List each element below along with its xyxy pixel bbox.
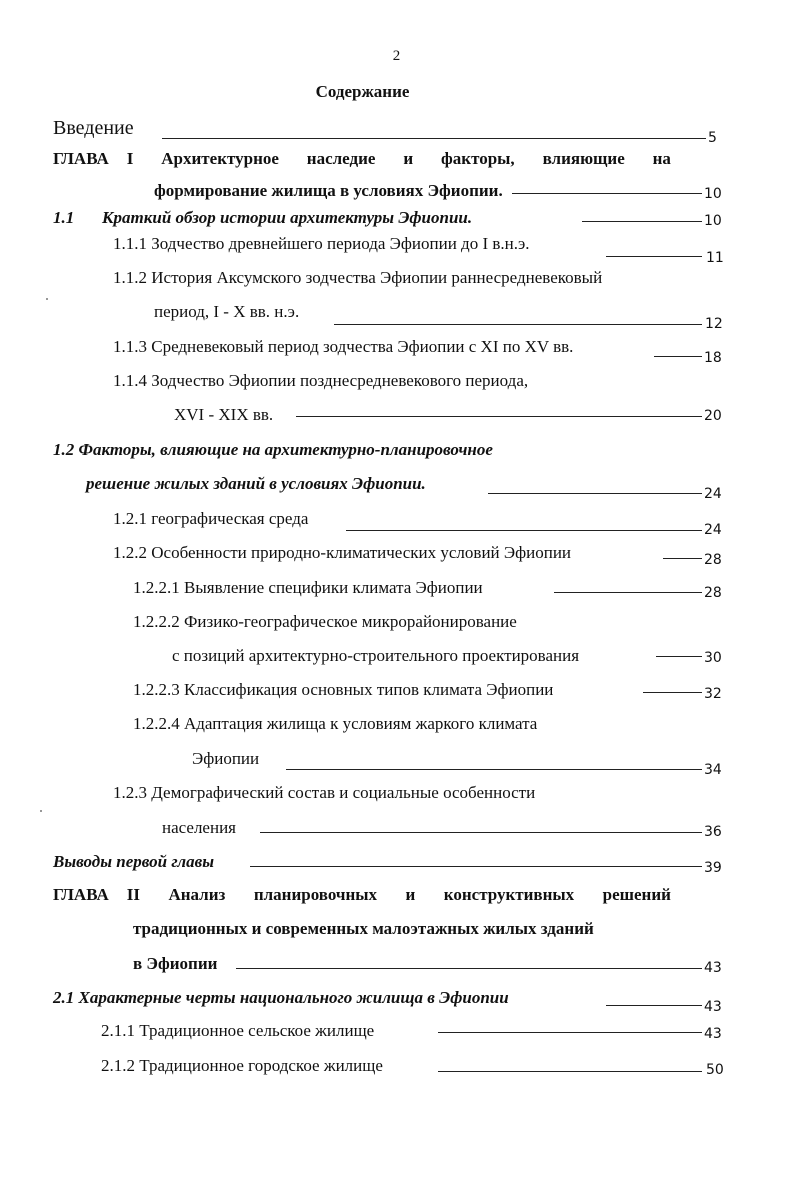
toc-s114-line2: XVI - XIX вв. — [174, 405, 274, 424]
leader-line — [346, 530, 702, 531]
leader-line — [438, 1032, 702, 1033]
toc-s112-page: 12 — [705, 316, 723, 332]
word: решений — [602, 885, 671, 904]
toc-s1223-page: 32 — [704, 686, 722, 702]
toc-s11-label: Краткий обзор истории архитектуры Эфиопии. — [102, 208, 473, 227]
toc-s1222-page: 30 — [704, 650, 722, 666]
toc-ch1-page: 10 — [704, 186, 722, 202]
word: I — [126, 149, 134, 168]
leader-line — [334, 324, 702, 325]
leader-line — [438, 1071, 702, 1072]
toc-s1222-line2: с позиций архитектурно-строительного проектирования — [172, 646, 580, 665]
toc-s111-label: 1.1.1 Зодчество древнейшего периода Эфиопии до I в.н.э. — [113, 234, 530, 253]
leader-line — [162, 138, 706, 139]
toc-ch1-line1 — [53, 148, 671, 170]
toc-s111-page: 11 — [706, 250, 724, 266]
toc-s1223-label: 1.2.2.3 Классификация основных типов климата Эфиопии — [133, 680, 554, 699]
word: и — [403, 149, 414, 168]
word: II — [126, 885, 140, 904]
leader-line — [606, 256, 702, 257]
toc-s12-line1: 1.2 Факторы, влияющие на архитектурно-планировочное — [53, 440, 493, 459]
toc-s1221-label: 1.2.2.1 Выявление специфики климата Эфиопии — [133, 578, 483, 597]
scan-speck — [40, 810, 42, 812]
toc-s1224-line1: 1.2.2.4 Адаптация жилища к условиям жаркого климата — [133, 714, 538, 733]
toc-conc1-page: 39 — [704, 860, 722, 876]
toc-s113-page: 18 — [704, 350, 722, 366]
toc-ch2-page: 43 — [704, 960, 722, 976]
toc-ch2-line1 — [53, 884, 671, 906]
toc-ch2-line3: в Эфиопии — [133, 954, 218, 973]
scan-speck — [46, 298, 48, 300]
toc-s211-label: 2.1.1 Традиционное сельское жилище — [101, 1021, 375, 1040]
toc-s1221-page: 28 — [704, 585, 722, 601]
leader-line — [643, 692, 702, 693]
leader-line — [554, 592, 702, 593]
toc-s12-page: 24 — [704, 486, 722, 502]
leader-line — [296, 416, 702, 417]
word: Архитектурное — [161, 149, 279, 168]
toc-intro-page: 5 — [708, 130, 717, 146]
toc-s121-page: 24 — [704, 522, 722, 538]
page-number: 2 — [392, 48, 401, 64]
toc-s122-page: 28 — [704, 552, 722, 568]
toc-s123-line1: 1.2.3 Демографический состав и социальные особенности — [113, 783, 536, 802]
toc-s112-line1: 1.1.2 История Аксумского зодчества Эфиопии раннесредневековый — [113, 268, 603, 287]
toc-s1222-line1: 1.2.2.2 Физико-географическое микрорайонирование — [133, 612, 517, 631]
word: конструктивных — [443, 885, 575, 904]
toc-intro-label: Введение — [53, 117, 134, 139]
toc-s212-label: 2.1.2 Традиционное городское жилище — [101, 1056, 383, 1075]
toc-conc1-label: Выводы первой главы — [53, 852, 215, 871]
toc-s212-page: 50 — [706, 1062, 724, 1078]
leader-line — [286, 769, 702, 770]
toc-s113-label: 1.1.3 Средневековый период зодчества Эфиопии с XI по XV вв. — [113, 337, 574, 356]
word: ГЛАВА — [53, 149, 109, 168]
toc-s122-label: 1.2.2 Особенности природно-климатических условий Эфиопии — [113, 543, 572, 562]
word: Анализ — [168, 885, 226, 904]
leader-line — [582, 221, 702, 222]
toc-s211-page: 43 — [704, 1026, 722, 1042]
toc-s21-page: 43 — [704, 999, 722, 1015]
word: наследие — [306, 149, 376, 168]
toc-s12-line2: решение жилых зданий в условиях Эфиопии. — [86, 474, 426, 493]
word: и — [405, 885, 416, 904]
leader-line — [656, 656, 702, 657]
leader-line — [654, 356, 702, 357]
word: ГЛАВА — [53, 885, 109, 904]
leader-line — [663, 558, 702, 559]
leader-line — [260, 832, 702, 833]
toc-s11-num: 1.1 — [53, 208, 75, 227]
toc-s123-line2: населения — [162, 818, 236, 837]
word: влияющие — [542, 149, 625, 168]
toc-s121-label: 1.2.1 географическая среда — [113, 509, 309, 528]
leader-line — [488, 493, 702, 494]
toc-s1224-page: 34 — [704, 762, 722, 778]
toc-s123-page: 36 — [704, 824, 722, 840]
leader-line — [236, 968, 702, 969]
leader-line — [606, 1005, 702, 1006]
toc-ch2-line2: традиционных и современных малоэтажных жилых зданий — [133, 919, 594, 938]
toc-s21-label: 2.1 Характерные черты национального жилища в Эфиопии — [53, 988, 509, 1007]
leader-line — [250, 866, 702, 867]
toc-s112-line2: период, I - X вв. н.э. — [154, 302, 300, 321]
toc-s1224-line2: Эфиопии — [192, 749, 260, 768]
word: на — [652, 149, 671, 168]
toc-s114-page: 20 — [704, 408, 722, 424]
toc-ch1-line2: формирование жилища в условиях Эфиопии. — [154, 181, 503, 200]
word: планировочных — [253, 885, 378, 904]
toc-s114-line1: 1.1.4 Зодчество Эфиопии позднесредневекового периода, — [113, 371, 529, 390]
page-title: Содержание — [315, 82, 410, 101]
toc-s11-page: 10 — [704, 213, 722, 229]
word: факторы, — [441, 149, 515, 168]
leader-line — [512, 193, 702, 194]
